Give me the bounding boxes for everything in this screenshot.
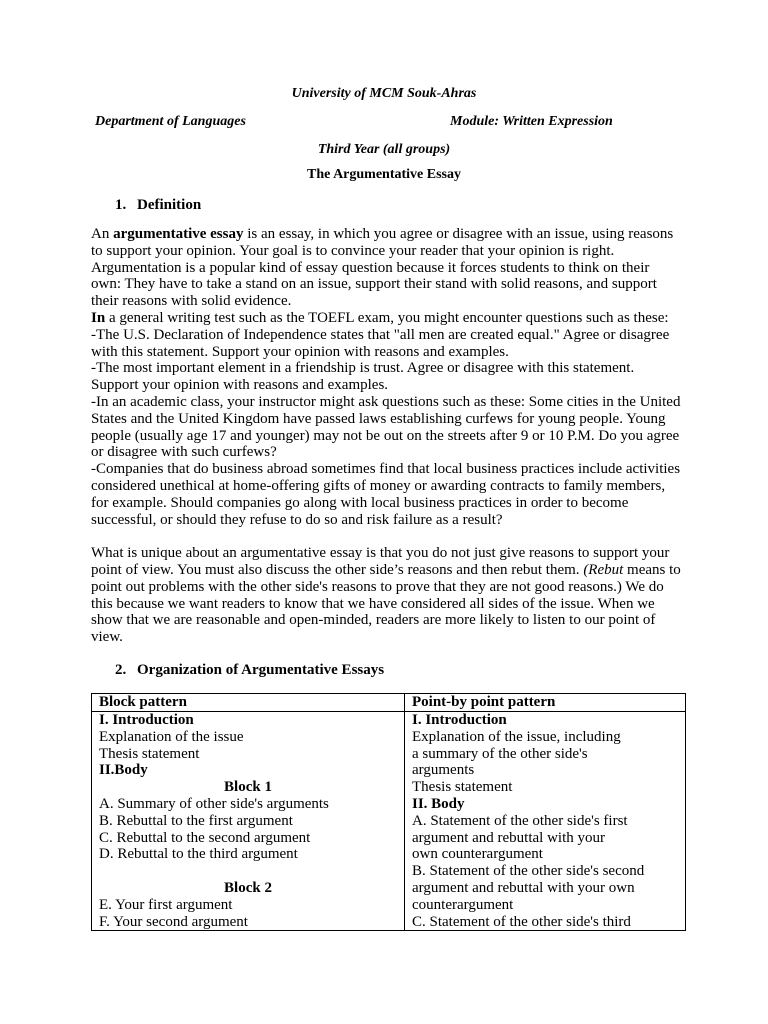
paragraph xyxy=(91,310,683,327)
outline-item: II. Body xyxy=(412,795,465,812)
module-name: Module: Written Expression xyxy=(450,114,613,129)
section-title: Organization of Argumentative Essays xyxy=(137,662,385,678)
outline-item: B. Rebuttal to the first argument xyxy=(99,812,293,829)
definition-body xyxy=(91,226,683,646)
block-label: Block 2 xyxy=(224,879,272,896)
column-header-point: Point-by point pattern xyxy=(405,694,686,712)
outline-item: A. Summary of other side's arguments xyxy=(99,795,329,812)
university-name: University of MCM Souk-Ahras xyxy=(291,86,477,101)
section-number: 1. xyxy=(115,197,127,213)
example-item: -Companies that do business abroad sometimes find that local business practices include activities considered unethical at home-offering gifts of money or awarding contracts to family members, for example. Should companies go along with local business practices in order to become successful, or should they refuse to do so and risk failure as a result? xyxy=(91,461,681,528)
text: An xyxy=(91,226,114,242)
column-header-block: Block pattern xyxy=(92,694,405,712)
outline-item: Explanation of the issue xyxy=(99,728,244,745)
outline-item: D. Rebuttal to the third argument xyxy=(99,846,298,863)
bold-term: In xyxy=(91,309,106,326)
outline-item: F. Your second argument xyxy=(99,913,248,930)
text: a general writing test such as the TOEFL exam, you might encounter questions such as these: xyxy=(105,309,669,326)
paragraph xyxy=(91,545,683,646)
example-item: -In an academic class, your instructor might ask questions such as these: Some cities in the United States and the United Kingdom have passed laws establishing curfews for young people. Young people (usually age 17 and younger) may not be out on the streets after 9 or 10 P.M. Do you agree or disagree with such curfews? xyxy=(91,393,681,461)
outline-item: A. Statement of the other side's first xyxy=(412,812,628,829)
outline-item: a summary of the other side's xyxy=(412,745,588,762)
example-item: -The most important element in a friendship is trust. Agree or disagree with this statement. Support your opinion with reasons and examples. xyxy=(91,360,635,394)
outline-item: B. Statement of the other side's second xyxy=(412,863,645,880)
table-header-row xyxy=(92,694,686,712)
outline-item: II.Body xyxy=(99,762,148,779)
text: is an essay, in which you agree or disagree with an issue, using reasons to support your opinion. Your goal is to convince your reader that your opinion is right. Argumentation is a popular kind of essay question because it forces students to think on their own: They have to take a stand on an issue, support their stand with solid reasons, and support their reasons with solid evidence. xyxy=(91,226,674,310)
outline-item: arguments xyxy=(412,762,475,779)
outline-item: C. Statement of the other side's third xyxy=(412,913,631,930)
outline-item: E. Your first argument xyxy=(99,896,233,913)
bold-term: argumentative essay xyxy=(113,226,244,242)
section-heading-definition xyxy=(115,196,201,214)
outline-item: own counterargument xyxy=(412,846,543,863)
text: means to point out problems with the other side's reasons to prove that they are not good reasons.) We do this because we want readers to know that we have considered all sides of the issue. When we show that we are reasonable and open-minded, readers are more likely to listen to our point of view. xyxy=(91,561,681,646)
document-title: The Argumentative Essay xyxy=(307,167,461,182)
italic-term: (Rebut xyxy=(583,561,624,578)
table-row xyxy=(92,712,686,931)
outline-item: argument and rebuttal with your own xyxy=(412,879,635,896)
block-label: Block 1 xyxy=(224,779,272,796)
outline-item: I. Introduction xyxy=(99,712,194,728)
year-label: Third Year (all groups) xyxy=(317,142,451,157)
outline-item: Thesis statement xyxy=(412,779,513,796)
organization-table xyxy=(91,693,686,931)
section-number: 2. xyxy=(115,662,127,678)
outline-item: counterargument xyxy=(412,896,514,913)
example-item: -The U.S. Declaration of Independence states that "all men are created equal." Agree or disagree with this statement. Support your opinion with reasons and examples. xyxy=(91,326,670,360)
outline-item: Thesis statement xyxy=(99,745,200,762)
outline-item: C. Rebuttal to the second argument xyxy=(99,829,311,846)
paragraph xyxy=(91,226,683,310)
department-name: Department of Languages xyxy=(95,114,246,129)
section-heading-organization xyxy=(115,661,384,679)
outline-item: Explanation of the issue, including xyxy=(412,728,621,745)
outline-item: argument and rebuttal with your xyxy=(412,829,606,846)
point-pattern-cell xyxy=(405,712,686,931)
section-title: Definition xyxy=(137,197,202,213)
block-pattern-cell xyxy=(92,712,405,931)
text: What is unique about an argumentative essay is that you do not just give reasons to support your point of view. You must also discuss the other side’s reasons and then rebut them. xyxy=(91,545,670,578)
outline-item: I. Introduction xyxy=(412,712,507,728)
